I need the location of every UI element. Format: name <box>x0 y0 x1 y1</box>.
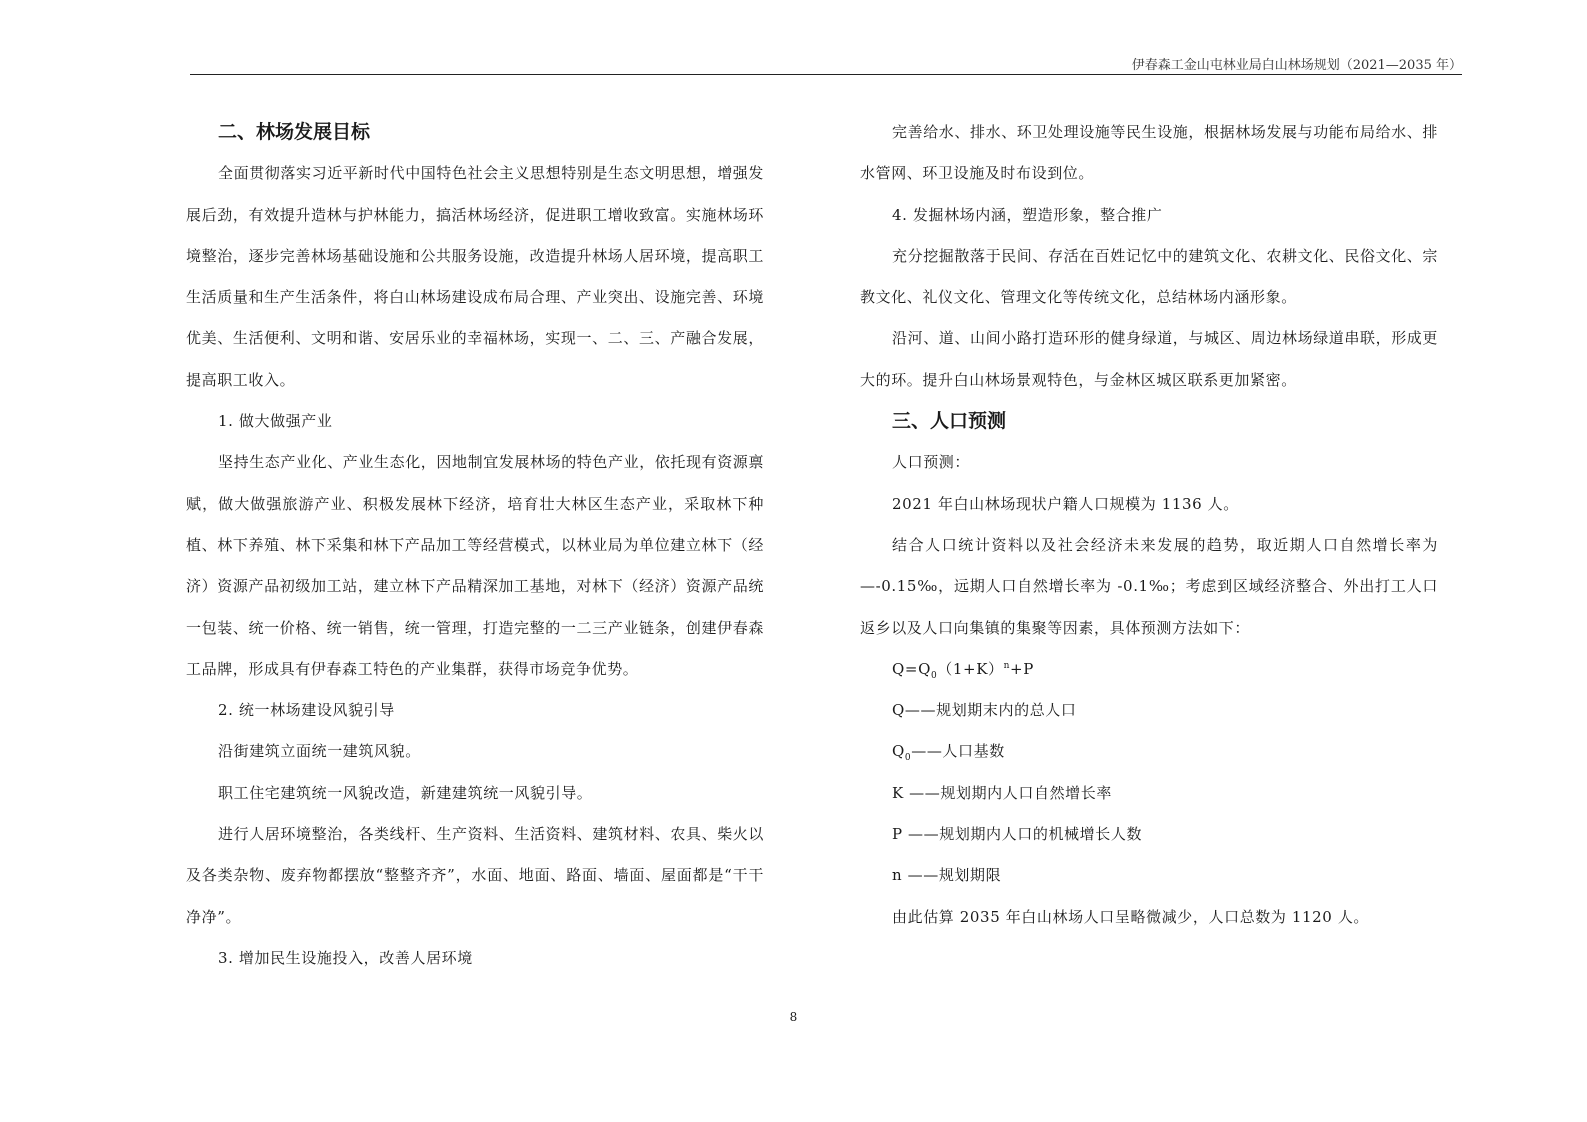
page-number: 8 <box>789 1010 798 1024</box>
subheading: 4. 发掘林场内涵，塑造形象，整合推广 <box>892 205 1163 224</box>
definition-k: K ——规划期内人口自然增长率 <box>892 783 1112 802</box>
subheading: 3. 增加民生设施投入，改善人居环境 <box>218 948 473 967</box>
paragraph: 进行人居环境整治，各类线杆、生产资料、生活资料、建筑材料、农具、柴火以及各类杂物、废弃物都摆放“整整齐齐”，水面、地面、路面、墙面、屋面都是“干干净净”。 <box>186 825 765 926</box>
right-column <box>860 112 1438 938</box>
paragraph: 职工住宅建筑统一风貌改造，新建建筑统一风貌引导。 <box>218 783 593 802</box>
definition-n: n ——规划期限 <box>892 866 1002 885</box>
paragraph: 沿街建筑立面统一建筑风貌。 <box>218 742 421 761</box>
running-title: 伊春森工金山屯林业局白山林场规划（2021—2035 年） <box>1131 58 1462 73</box>
page-header <box>190 50 1462 75</box>
paragraph: 结合人口统计资料以及社会经济未来发展的趋势，取近期人口自然增长率为 —-0.15‰，远期人口自然增长率为 -0.1‰；考虑到区域经济整合、外出打工人口返乡以及人口向集镇的集聚等因素，具体预测方法如下： <box>860 535 1438 637</box>
definition-q0: $Q_0——$人口基数 <box>892 742 1005 764</box>
formula: $Q=Q_0(1+K)^n+P$ <box>892 659 1034 681</box>
paragraph: 由此估算 2035 年白山林场人口呈略微减少，人口总数为 1120 人。 <box>892 907 1370 926</box>
definition-p: P ——规划期内人口的机械增长人数 <box>892 825 1143 844</box>
paragraph: 沿河、道、山间小路打造环形的健身绿道，与城区、周边林场绿道串联，形成更大的环。提升白山林场景观特色，与金林区城区联系更加紧密。 <box>860 329 1439 389</box>
definition-q: Q——规划期末内的总人口 <box>892 701 1077 720</box>
subheading: 1. 做大做强产业 <box>218 412 333 431</box>
paragraph: 充分挖掘散落于民间、存活在百姓记忆中的建筑文化、农耕文化、民俗文化、宗教文化、礼仪文化、管理文化等传统文化，总结林场内涵形象。 <box>860 246 1439 307</box>
paragraph: 完善给水、排水、环卫处理设施等民生设施，根据林场发展与功能布局给水、排水管网、环卫设施及时布设到位。 <box>860 123 1439 183</box>
paragraph: 人口预测： <box>892 453 971 472</box>
paragraph: 全面贯彻落实习近平新时代中国特色社会主义思想特别是生态文明思想，增强发展后劲，有效提升造林与护林能力，搞活林场经济，促进职工增收致富。实施林场环境整治，逐步完善林场基础设施和公共服务设施，改造提升林场人居环境，提高职工生活质量和生产生活条件，将白山林场建设成布局合理、产业突出、设施完善、环境优美、生活便利、文明和谐、安居乐业的幸福林场，实现一、二、三、产融合发展，提高职工收入。 <box>186 164 765 389</box>
left-column <box>186 112 764 979</box>
subheading: 2. 统一林场建设风貌引导 <box>218 701 395 720</box>
section-heading-goals: 二、林场发展目标 <box>218 121 371 143</box>
section-heading-population: 三、人口预测 <box>892 410 1007 433</box>
paragraph: 2021 年白山林场现状户籍人口规模为 1136 人。 <box>892 494 1239 513</box>
paragraph: 坚持生态产业化、产业生态化，因地制宜发展林场的特色产业，依托现有资源禀赋，做大做强旅游产业、积极发展林下经济，培育壮大林区生态产业，采取林下种植、林下养殖、林下采集和林下产品加工等经营模式，以林业局为单位建立林下（经济）资源产品初级加工站，建立林下产品精深加工基地，对林下（经济）资源产品统一包装、统一价格、统一销售，统一管理，打造完整的一二三产业链条，创建伊春森工品牌，形成具有伊春森工特色的产业集群，获得市场竞争优势。 <box>186 453 765 678</box>
